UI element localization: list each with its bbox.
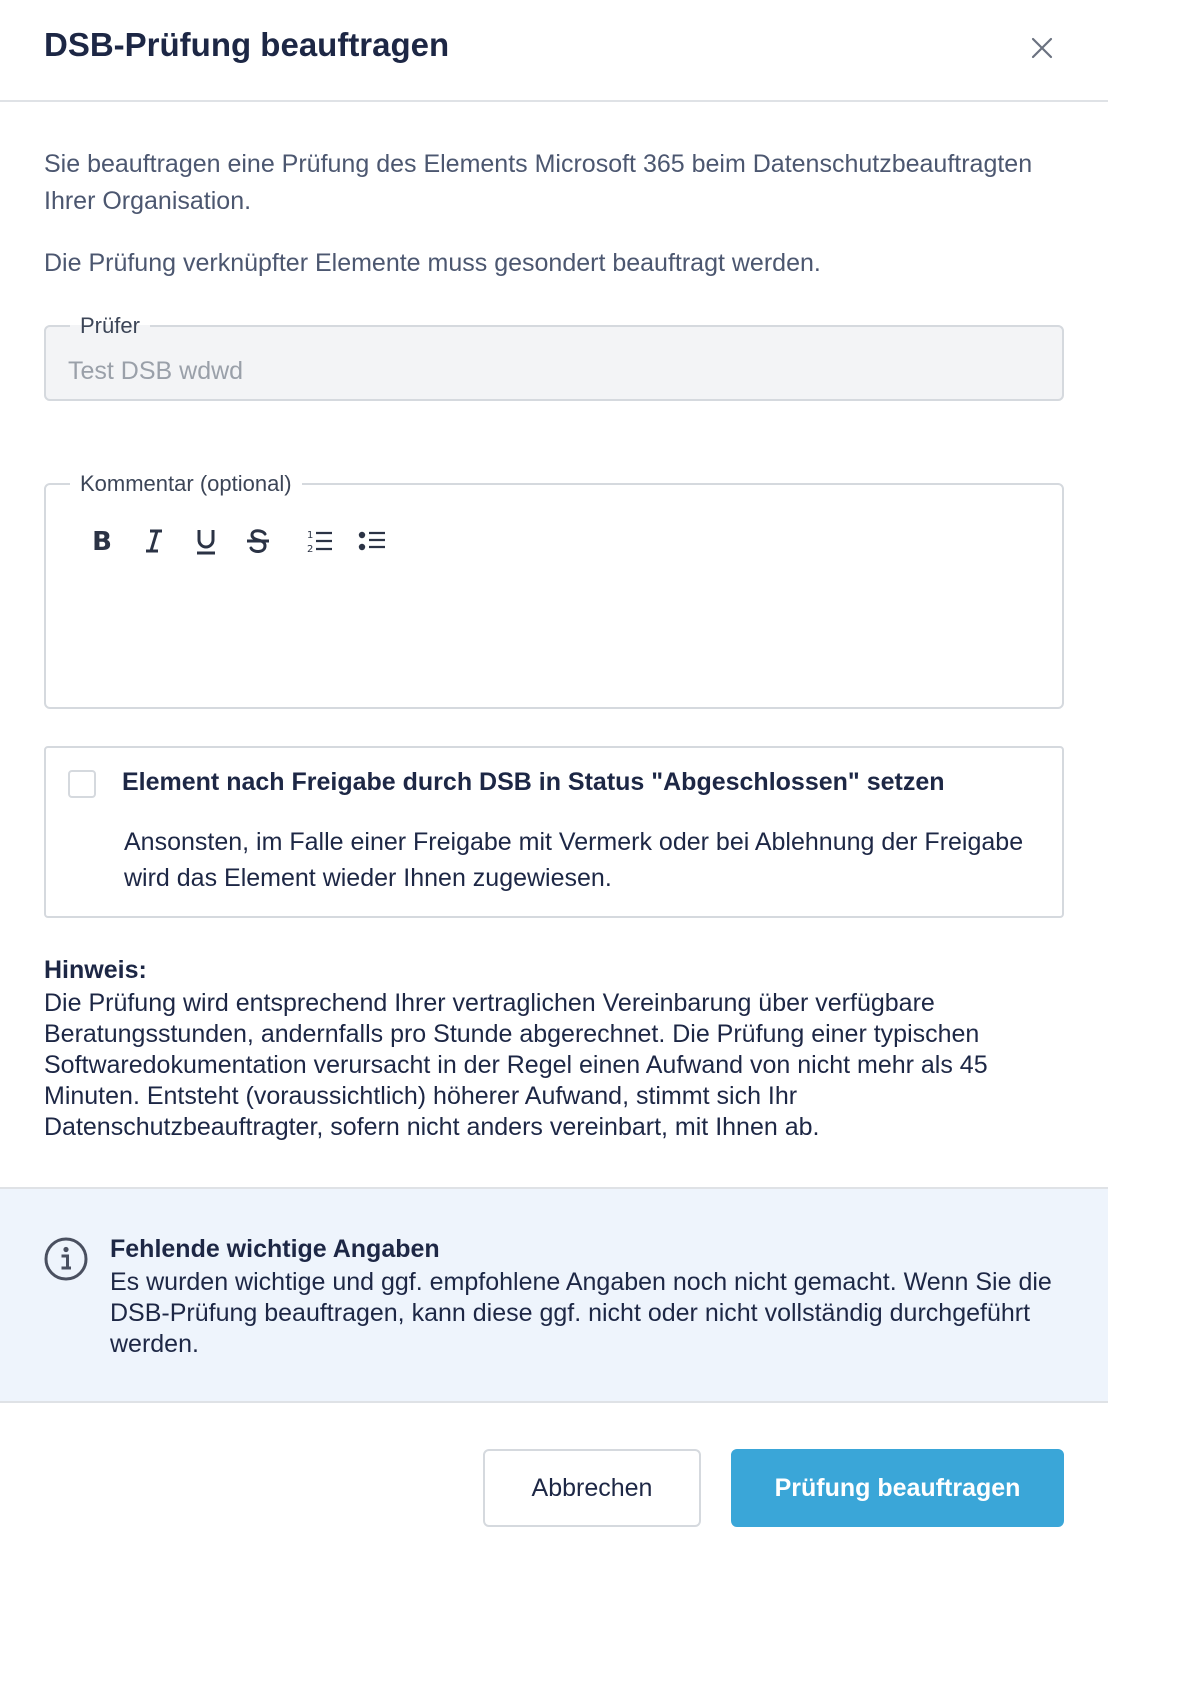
close-icon: [1026, 32, 1058, 64]
ordered-list-icon: [305, 526, 335, 556]
underline-icon: [191, 526, 221, 556]
cancel-button[interactable]: Abbrechen: [483, 1449, 701, 1527]
pruefer-field: [44, 315, 1064, 401]
status-option-panel: [44, 746, 1064, 918]
svg-text:1: 1: [307, 530, 314, 541]
editor-toolbar: [76, 521, 398, 561]
hinweis-title: Hinweis:: [44, 956, 147, 984]
hinweis-text: Die Prüfung wird entsprechend Ihrer vertraglichen Vereinbarung über verfügbare Beratungsstunden, andernfalls pro Stunde abgerechnet. Die Prüfung einer typischen Softwaredokumentation verursacht in der Regel einen Aufwand von nicht mehr als 45 Minuten. Entsteht (voraussichtlich) höherer Aufwand, stimmt sich Ihr Datenschutzbeauftragter, sofern nicht anders vereinbart, mit Ihnen ab.: [44, 989, 988, 1141]
dialog-header: [0, 0, 1108, 102]
kommentar-field: [44, 473, 1064, 709]
svg-text:B: B: [92, 527, 112, 556]
bold-icon: [87, 526, 117, 556]
pruefer-value: Test DSB wdwd: [68, 357, 244, 385]
ordered-list-button[interactable]: [294, 521, 346, 561]
status-checkbox-description: Ansonsten, im Falle einer Freigabe mit Vermerk oder bei Ablehnung der Freigabe wird das Element wieder Ihnen zugewiesen.: [124, 828, 1024, 892]
italic-button[interactable]: [128, 521, 180, 561]
kommentar-editor[interactable]: [70, 575, 1038, 691]
underline-button[interactable]: [180, 521, 232, 561]
linked-elements-note: Die Prüfung verknüpfter Elemente muss gesondert beauftragt werden.: [44, 249, 821, 277]
status-checkbox-label[interactable]: Element nach Freigabe durch DSB in Status "Abgeschlossen" setzen: [122, 768, 945, 796]
alert-title: Fehlende wichtige Angaben: [110, 1235, 440, 1263]
kommentar-label: Kommentar (optional): [80, 471, 292, 496]
svg-text:2: 2: [307, 544, 314, 555]
strikethrough-icon: [243, 526, 273, 556]
alert-text: Es wurden wichtige und ggf. empfohlene Angaben noch nicht gemacht. Wenn Sie die DSB-Prüfung beauftragen, kann diese ggf. nicht oder nicht vollständig durchgeführt werden.: [110, 1268, 1052, 1358]
missing-info-alert: [0, 1187, 1108, 1403]
pruefer-label: Prüfer: [80, 313, 140, 338]
dialog-title: DSB-Prüfung beauftragen: [44, 26, 450, 63]
submit-review-button[interactable]: Prüfung beauftragen: [731, 1449, 1064, 1527]
info-icon: [43, 1236, 89, 1282]
strikethrough-button[interactable]: [232, 521, 284, 561]
italic-icon: [139, 526, 169, 556]
close-button[interactable]: [1026, 32, 1058, 64]
bullet-list-button[interactable]: [346, 521, 398, 561]
intro-text: Sie beauftragen eine Prüfung des Elements Microsoft 365 beim Datenschutzbeauftragten Ihrer Organisation.: [44, 150, 1033, 215]
status-checkbox[interactable]: [68, 770, 96, 798]
bold-button[interactable]: [76, 521, 128, 561]
bullet-list-icon: [357, 526, 387, 556]
